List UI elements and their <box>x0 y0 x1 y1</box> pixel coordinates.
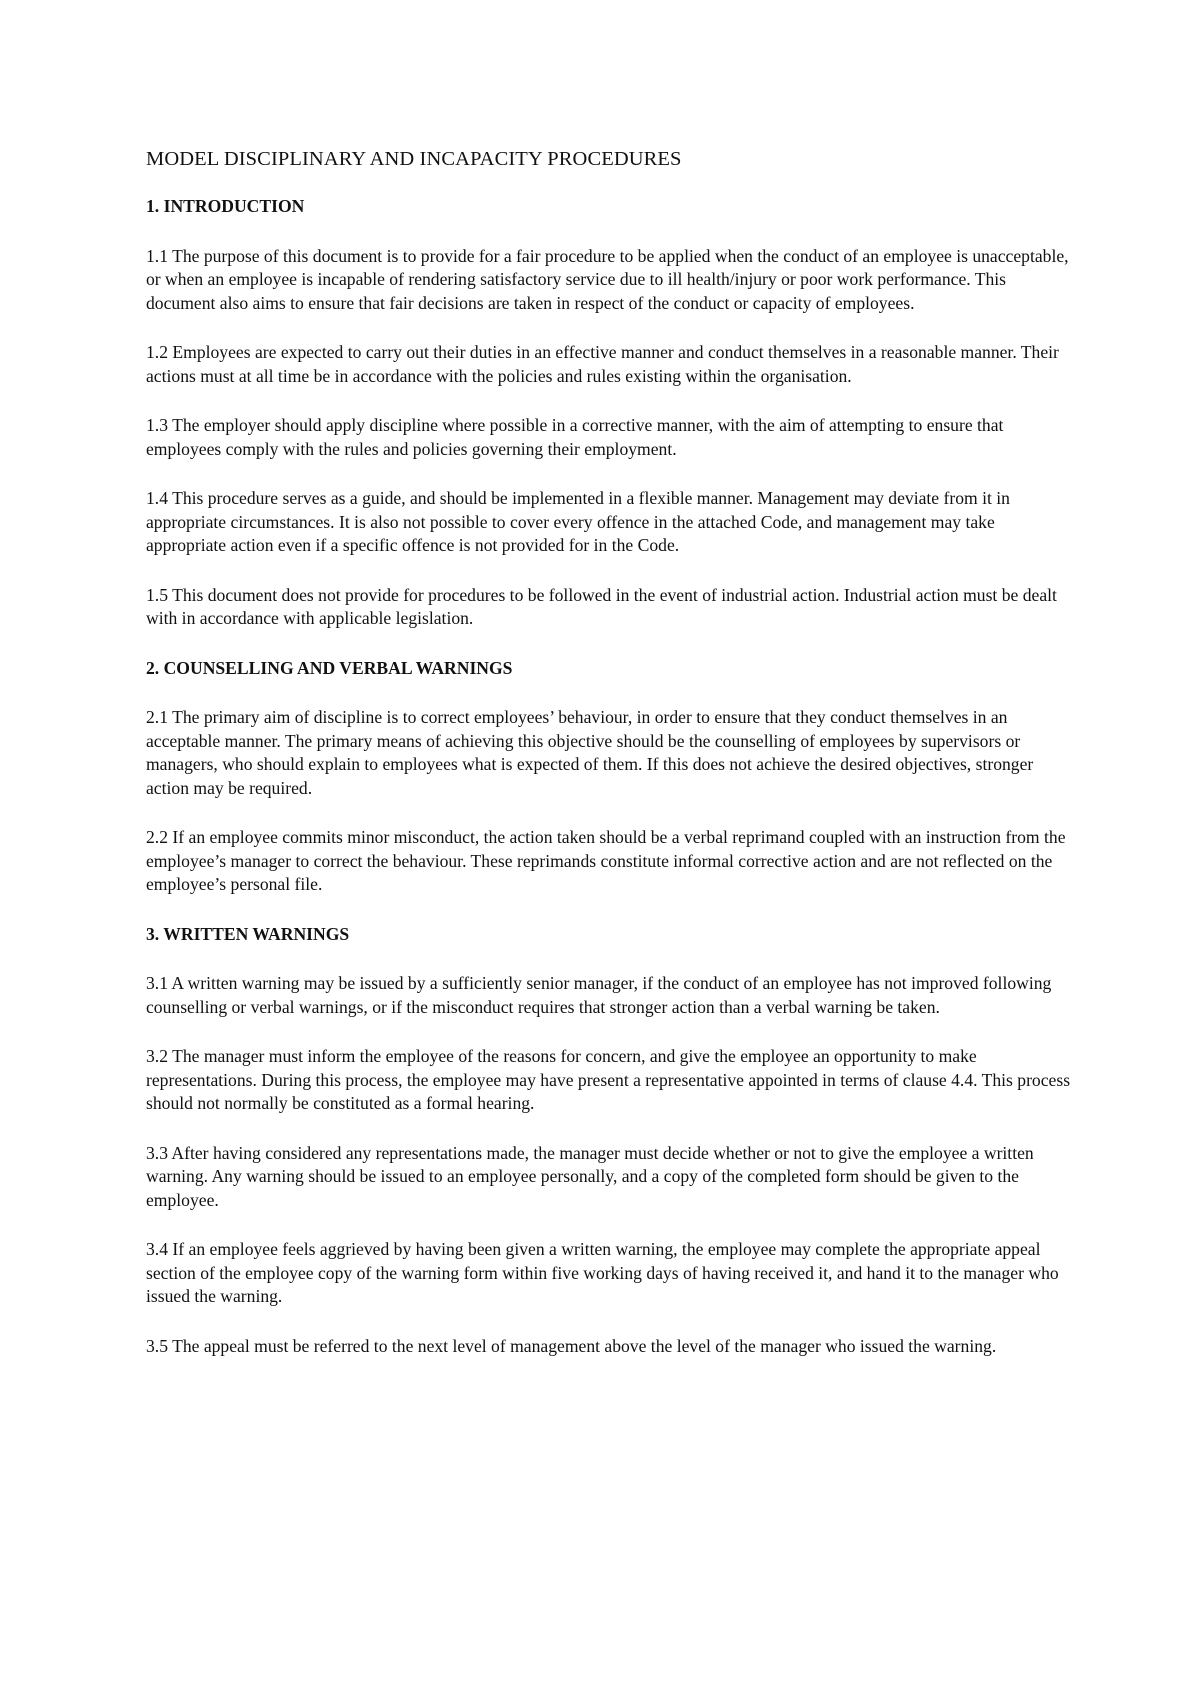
paragraph-3-4: 3.4 If an employee feels aggrieved by having been given a written warning, the employee may complete the appropriate appeal section of the employee copy of the warning form within five working days of having received it, and hand it to the manager who issued the warning. <box>146 1239 1059 1306</box>
document-page <box>146 140 1076 1384</box>
paragraph-1-2: 1.2 Employees are expected to carry out their duties in an effective manner and conduct themselves in a reasonable manner. Their actions must at all time be in accordance with the policies and rules existing within the organisation. <box>146 342 1059 386</box>
section-counselling-and-verbal-warnings <box>146 657 1076 897</box>
section-introduction <box>146 195 1076 631</box>
paragraph-3-2: 3.2 The manager must inform the employee of the reasons for concern, and give the employee an opportunity to make representations. During this process, the employee may have present a representative appointed in terms of clause 4.4. This process should not normally be constituted as a formal hearing. <box>146 1046 1071 1113</box>
paragraph-2-2: 2.2 If an employee commits minor misconduct, the action taken should be a verbal reprimand coupled with an instruction from the employee’s manager to correct the behaviour. These reprimands constitute informal corrective action and are not reflected on the employee’s personal file. <box>146 827 1066 894</box>
paragraph-3-1: 3.1 A written warning may be issued by a sufficiently senior manager, if the conduct of an employee has not improved following counselling or verbal warnings, or if the misconduct requires that stronger action than a verbal warning be taken. <box>146 973 1052 1017</box>
document-title: MODEL DISCIPLINARY AND INCAPACITY PROCEDURES <box>146 148 682 170</box>
section-heading: 1. INTRODUCTION <box>146 196 305 216</box>
paragraph-3-5: 3.5 The appeal must be referred to the next level of management above the level of the manager who issued the warning. <box>146 1335 997 1356</box>
section-heading: 2. COUNSELLING AND VERBAL WARNINGS <box>146 657 513 678</box>
paragraph-2-1: 2.1 The primary aim of discipline is to correct employees’ behaviour, in order to ensure that they conduct themselves in an acceptable manner. The primary means of achieving this objective should be the counselling of employees by supervisors or managers, who should explain to employees what is expected of them. If this does not achieve the desired objectives, stronger action may be required. <box>146 707 1034 798</box>
paragraph-1-4: 1.4 This procedure serves as a guide, and should be implemented in a flexible manner. Management may deviate from it in appropriate circumstances. It is also not possible to cover every offence in the attached Code, and management may take appropriate action even if a specific offence is not provided for in the Code. <box>146 488 1010 555</box>
paragraph-3-3: 3.3 After having considered any representations made, the manager must decide whether or not to give the employee a written warning. Any warning should be issued to an employee personally, and a copy of the completed form should be given to the employee. <box>146 1142 1034 1210</box>
section-written-warnings <box>146 923 1076 1359</box>
paragraph-1-5: 1.5 This document does not provide for procedures to be followed in the event of industrial action. Industrial action must be dealt with in accordance with applicable legislation. <box>146 584 1057 628</box>
paragraph-1-3: 1.3 The employer should apply discipline where possible in a corrective manner, with the aim of attempting to ensure that employees comply with the rules and policies governing their employment. <box>146 415 1004 459</box>
paragraph-1-1: 1.1 The purpose of this document is to provide for a fair procedure to be applied when the conduct of an employee is unacceptable, or when an employee is incapable of rendering satisfactory service due to ill health/injury or poor work performance. This document also aims to ensure that fair decisions are taken in respect of the conduct or capacity of employees. <box>146 245 1069 313</box>
section-heading: 3. WRITTEN WARNINGS <box>146 923 350 944</box>
